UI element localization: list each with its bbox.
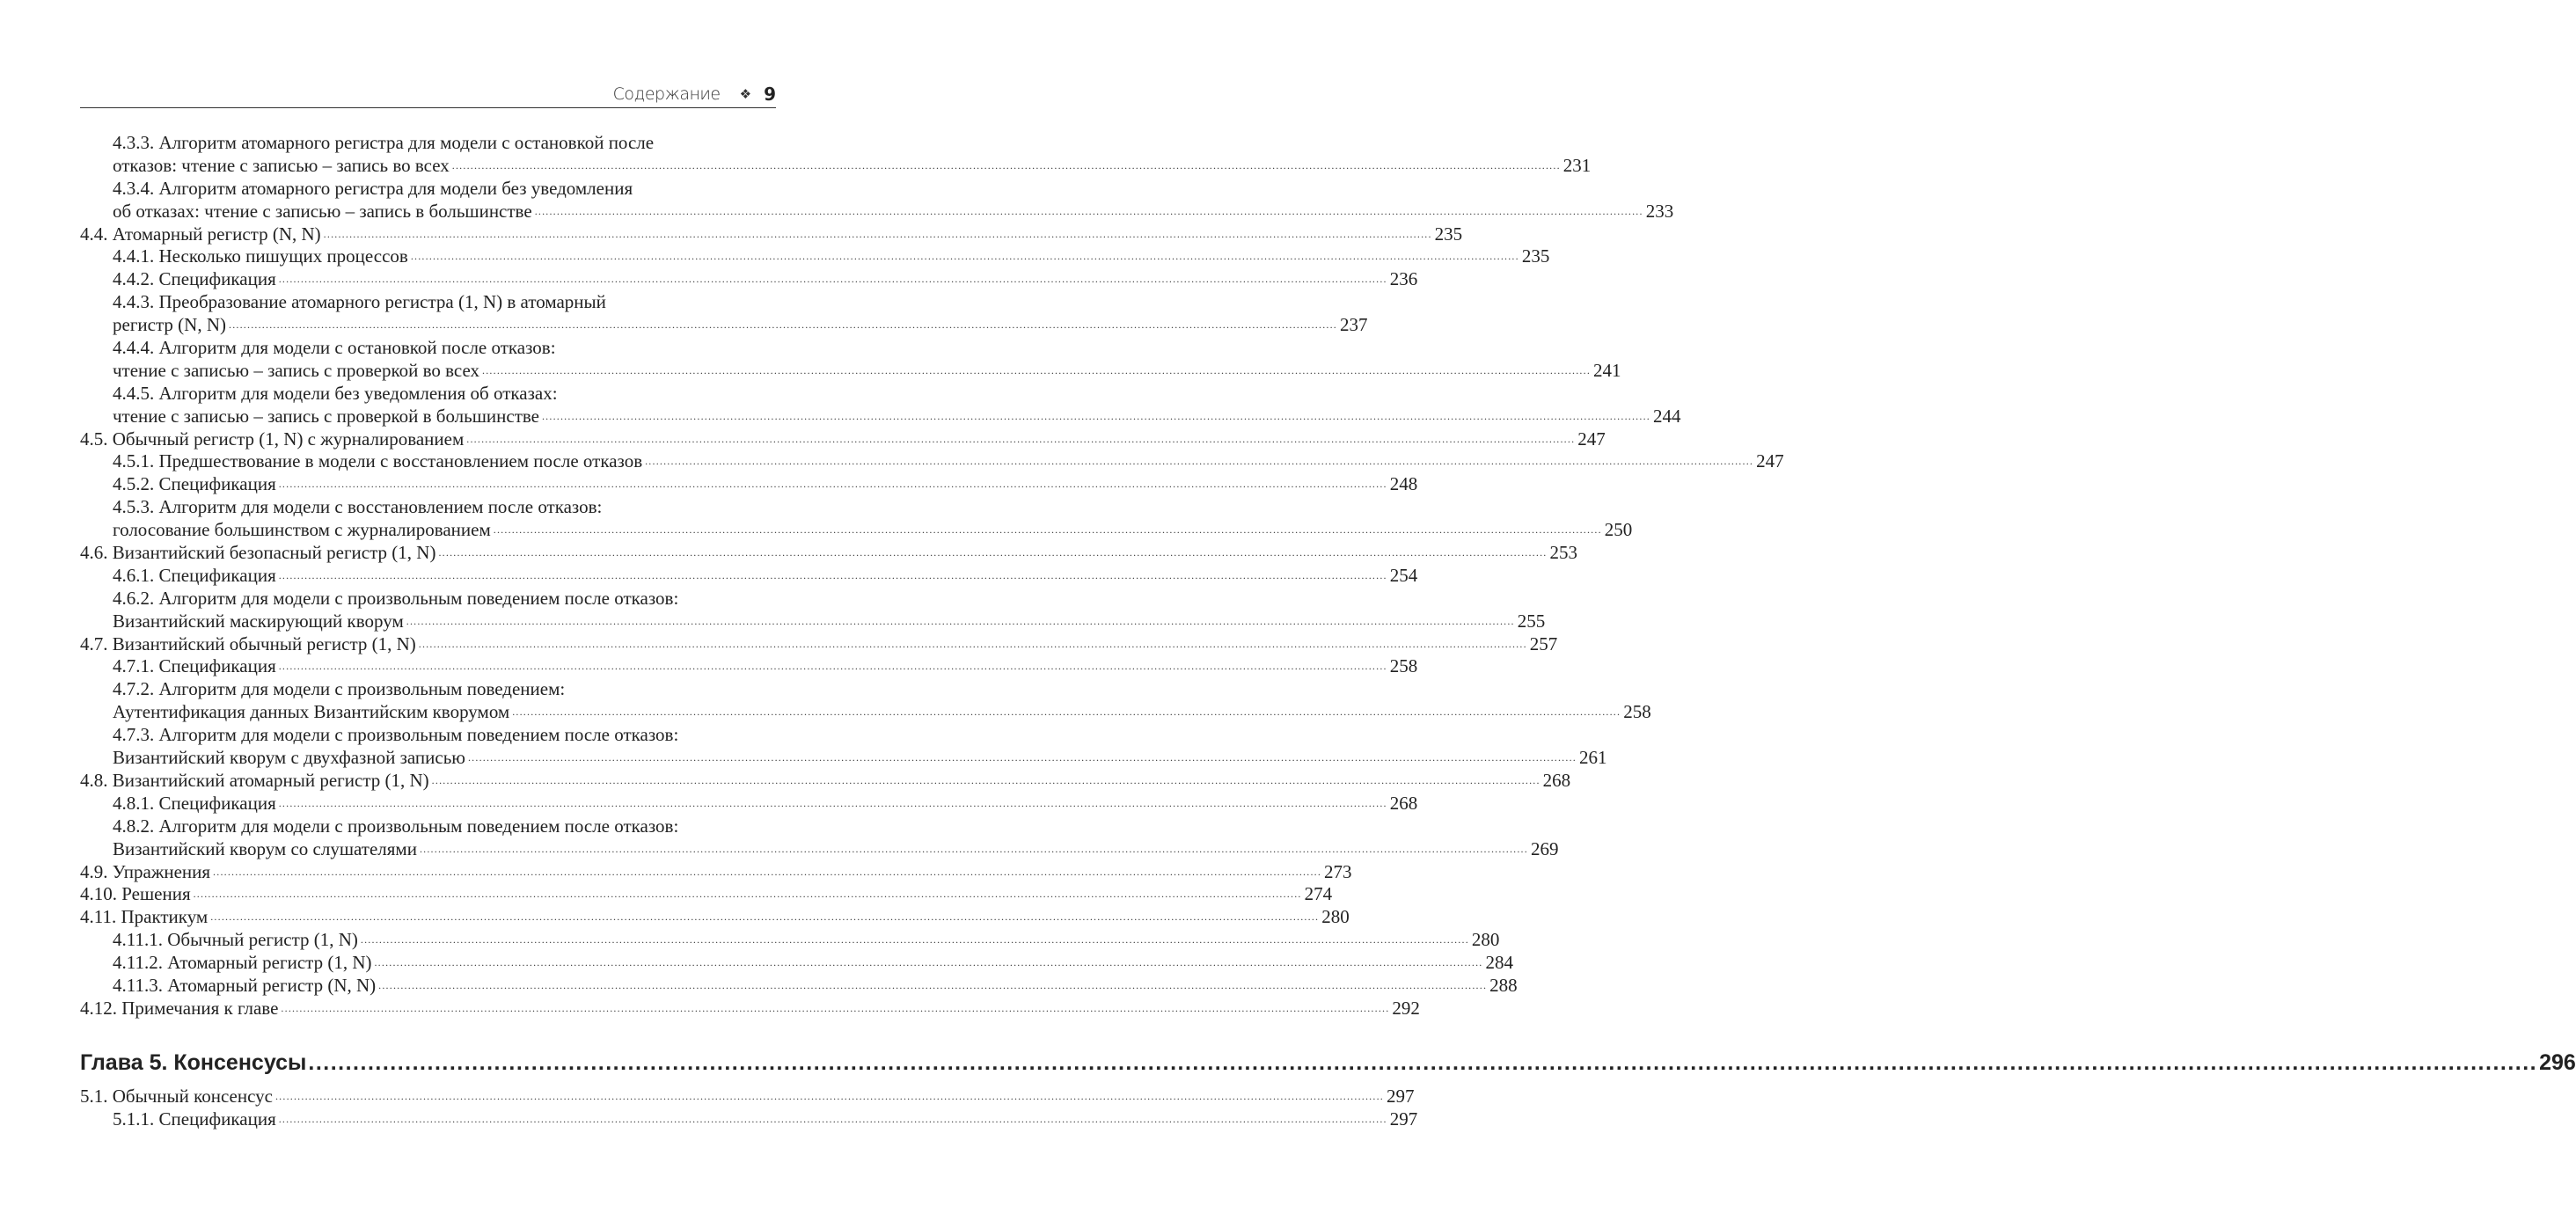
dot-leader: ............................................................................................................................................................................................................................................................................................................ [419,842,1528,855]
toc-page-number: 237 [1340,314,1368,336]
toc-page-number: 235 [1434,223,1463,245]
dot-leader: ............................................................................................................................................................................................................................................................................................................ [278,660,1387,673]
toc-entry-text: 4.7. Византийский обычный регистр (1, N) [80,632,416,654]
dot-leader: ............................................................................................................................................................................................................................................................................................................ [418,637,1527,650]
toc-entry-line[interactable] [80,747,1607,770]
dot-leader: ............................................................................................................................................................................................................................................................................................................ [482,363,1592,377]
dot-leader: ............................................................................................................................................................................................................................................................................................................ [378,978,1488,991]
toc-entry-line[interactable] [80,678,776,701]
toc-entry-line[interactable] [80,542,1577,565]
toc-entry-text: Византийский кворум со слушателями [113,837,417,859]
toc-page-number: 233 [1645,200,1674,222]
dot-leader: ............................................................................................................................................................................................................................................................................................................ [278,273,1387,286]
dot-leader: ............................................................................................................................................................................................................................................................................................................ [278,796,1387,809]
toc-entry-text: 4.5. Обычный регистр (1, N) с журналированием [80,428,465,450]
table-of-contents [80,132,2576,1131]
toc-entry-line[interactable] [80,974,1518,998]
toc-entry-text: 4.8. Византийский атомарный регистр (1, N) [80,769,429,791]
toc-entry-line[interactable] [80,268,1418,291]
toc-page-number: 236 [1389,268,1418,290]
ornament-icon: ❖ [739,86,752,102]
toc-entry-text: 4.4.2. Спецификация [113,268,276,290]
toc-entry-line[interactable] [80,837,1559,861]
toc-entry-text: 4.6.1. Спецификация [113,564,276,586]
dot-leader: ............................................................................................................................................................................................................................................................................................................ [438,546,1548,559]
toc-entry-line[interactable] [80,769,1571,793]
toc-entry-line[interactable] [80,588,776,610]
dot-leader: ............................................................................................................................................................................................................................................................................................................ [512,706,1621,719]
dot-leader: ............................................................................................................................................................................................................................................................................................................ [308,1049,2538,1075]
toc-entry-text: 5.1.1. Спецификация [113,1108,276,1130]
toc-entry-line[interactable] [80,792,1418,815]
toc-entry-text: 4.3.4. Алгоритм атомарного регистра для модели без уведомления [113,177,633,199]
toc-entry-line[interactable] [80,245,1550,268]
toc-entry-line[interactable] [80,405,1681,428]
toc-entry-text: чтение с записью – запись с проверкой во всех [113,359,480,381]
toc-entry-line[interactable] [80,701,1651,724]
toc-entry-line[interactable] [80,519,1633,542]
dot-leader: ............................................................................................................................................................................................................................................................................................................ [281,1001,1390,1014]
running-header [80,81,776,108]
toc-entry-line[interactable] [80,178,776,201]
toc-entry-text: 4.7.1. Спецификация [113,655,276,677]
toc-entry-text: 4.4.3. Преобразование атомарного регистра (1, N) в атомарный [113,291,606,313]
toc-page-number: 241 [1593,359,1621,381]
toc-entry-text: 4.8.2. Алгоритм для модели с произвольным поведением после отказов: [113,815,679,837]
toc-page-number: 297 [1389,1108,1418,1130]
dot-leader: ............................................................................................................................................................................................................................................................................................................ [410,250,1519,263]
dot-leader: ............................................................................................................................................................................................................................................................................................................ [645,455,1754,468]
dot-leader: ............................................................................................................................................................................................................................................................................................................ [374,956,1483,969]
toc-page-number: 257 [1529,632,1558,654]
toc-entry-line[interactable] [80,496,776,519]
toc-page-number: 253 [1549,542,1577,564]
toc-entry-text: 4.12. Примечания к главе [80,997,279,1019]
toc-page-number: 255 [1517,610,1546,632]
toc-entry-line[interactable] [80,952,1513,975]
toc-entry-line[interactable] [80,860,1352,884]
running-header-title: Содержание [612,84,721,104]
toc-page-number: 288 [1489,974,1518,996]
toc-entry-text: 4.4.4. Алгоритм для модели с остановкой после отказов: [113,337,556,359]
toc-page-number: 280 [1321,906,1350,928]
dot-leader: ............................................................................................................................................................................................................................................................................................................ [360,933,1469,947]
toc-page-number: 244 [1652,405,1681,427]
toc-entry-line[interactable] [80,997,1420,1020]
toc-entry-line[interactable] [80,200,1674,223]
toc-entry-text: 4.10. Решения [80,883,191,905]
page-number: 9 [764,84,776,105]
dot-leader: ............................................................................................................................................................................................................................................................................................................ [406,614,1515,627]
toc-page-number: 297 [1386,1085,1415,1107]
toc-entry-text: 4.11.2. Атомарный регистр (1, N) [113,952,372,974]
toc-entry-line[interactable] [80,154,1592,178]
toc-entry-line[interactable] [80,223,1463,246]
chapter-title: Глава 5. Консенсусы [80,1049,307,1075]
toc-entry-text: Аутентификация данных Византийским кворумом [113,701,510,723]
toc-page-number: 273 [1324,860,1352,882]
toc-chapter-heading[interactable] [80,1045,2576,1080]
toc-entry-line[interactable] [80,564,1418,588]
dot-leader: ............................................................................................................................................................................................................................................................................................................ [229,318,1337,332]
toc-entry-text: об отказах: чтение с записью – запись в большинстве [113,200,532,222]
toc-entry-line[interactable] [80,450,1784,473]
toc-entry-text: Византийский кворум с двухфазной записью [113,747,465,769]
dot-leader: ............................................................................................................................................................................................................................................................................................................ [278,1112,1387,1125]
toc-entry-text: регистр (N, N) [113,314,226,336]
toc-entry-text: 4.5.1. Предшествование в модели с восстановлением после отказов [113,450,643,472]
dot-leader: ............................................................................................................................................................................................................................................................................................................ [466,432,1576,445]
toc-entry-line[interactable] [80,815,776,838]
toc-entry-line[interactable] [80,610,1546,633]
dot-leader: ............................................................................................................................................................................................................................................................................................................ [541,409,1650,422]
toc-page-number: 269 [1530,837,1559,859]
dot-leader: ............................................................................................................................................................................................................................................................................................................ [193,888,1302,901]
toc-entry-line[interactable] [80,1108,1418,1131]
toc-entry-text: 4.7.3. Алгоритм для модели с произвольным поведением после отказов: [113,724,679,746]
toc-entry-line[interactable] [80,132,776,155]
toc-entry-line[interactable] [80,1085,1415,1108]
toc-entry-line[interactable] [80,359,1621,383]
dot-leader: ............................................................................................................................................................................................................................................................................................................ [451,158,1561,172]
dot-leader: ............................................................................................................................................................................................................................................................................................................ [431,773,1540,786]
dot-leader: ............................................................................................................................................................................................................................................................................................................ [467,751,1577,764]
toc-entry-text: 4.8.1. Спецификация [113,792,276,814]
toc-entry-line[interactable] [80,929,1500,952]
toc-entry-text: 4.4. Атомарный регистр (N, N) [80,223,321,245]
toc-page-number: 247 [1577,428,1606,450]
dot-leader: ............................................................................................................................................................................................................................................................................................................ [534,204,1643,217]
toc-page-number: 254 [1389,564,1418,586]
chapter-page-number: 296 [2539,1049,2576,1075]
toc-entry-text: чтение с записью – запись с проверкой в большинстве [113,405,539,427]
toc-entry-text: 4.6. Византийский безопасный регистр (1, N) [80,542,436,564]
toc-page-number: 247 [1756,450,1784,472]
toc-page-number: 258 [1389,655,1418,677]
dot-leader: ............................................................................................................................................................................................................................................................................................................ [274,1089,1384,1102]
toc-entry-text: 4.5.3. Алгоритм для модели с восстановлением после отказов: [113,496,603,518]
toc-entry-text: 4.3.3. Алгоритм атомарного регистра для модели с остановкой после [113,132,655,153]
dot-leader: ............................................................................................................................................................................................................................................................................................................ [213,865,1322,878]
toc-entry-text: Византийский маскирующий кворум [113,610,404,632]
dot-leader: ............................................................................................................................................................................................................................................................................................................ [493,523,1602,537]
dot-leader: ............................................................................................................................................................................................................................................................................................................ [278,478,1387,491]
toc-page-number: 274 [1304,883,1333,905]
toc-entry-line[interactable] [80,383,776,406]
toc-page-number: 248 [1389,473,1418,495]
toc-entry-text: 4.6.2. Алгоритм для модели с произвольным поведением после отказов: [113,587,679,609]
toc-entry-text: голосование большинством с журналированием [113,519,491,541]
toc-page-number: 268 [1542,769,1571,791]
toc-entry-text: 5.1. Обычный консенсус [80,1085,273,1107]
toc-entry-line[interactable] [80,337,776,360]
toc-page-number: 258 [1623,701,1651,723]
toc-page-number: 280 [1471,929,1500,951]
toc-entry-text: 4.5.2. Спецификация [113,473,276,495]
toc-entry-text: 4.4.5. Алгоритм для модели без уведомления об отказах: [113,382,558,404]
toc-entry-line[interactable] [80,724,776,747]
toc-entry-line[interactable] [80,428,1606,451]
toc-entry-line[interactable] [80,473,1418,496]
toc-entry-text: 4.11.3. Атомарный регистр (N, N) [113,974,377,996]
toc-entry-line[interactable] [80,632,1558,656]
toc-entry-text: отказов: чтение с записью – запись во всех [113,154,450,176]
toc-entry-line[interactable] [80,655,1418,678]
toc-entry-text: 4.7.2. Алгоритм для модели с произвольным поведением: [113,678,566,700]
toc-page-number: 250 [1604,519,1633,541]
dot-leader: ............................................................................................................................................................................................................................................................................................................ [210,910,1320,924]
toc-entry-line[interactable] [80,906,1350,929]
toc-page-number: 235 [1521,245,1550,267]
toc-page-number: 268 [1389,792,1418,814]
toc-page-number: 261 [1578,747,1607,769]
toc-entry-line[interactable] [80,314,1368,337]
dot-leader: ............................................................................................................................................................................................................................................................................................................ [323,227,1432,240]
toc-page-number: 284 [1485,952,1513,974]
toc-page-number: 231 [1562,154,1592,176]
toc-entry-text: 4.4.1. Несколько пишущих процессов [113,245,408,267]
toc-entry-text: 4.9. Упражнения [80,860,211,882]
toc-entry-line[interactable] [80,883,1333,906]
toc-entry-line[interactable] [80,291,776,314]
dot-leader: ............................................................................................................................................................................................................................................................................................................ [278,568,1387,581]
toc-page-number: 292 [1392,997,1420,1019]
toc-entry-text: 4.11.1. Обычный регистр (1, N) [113,929,358,951]
toc-entry-text: 4.11. Практикум [80,906,209,928]
